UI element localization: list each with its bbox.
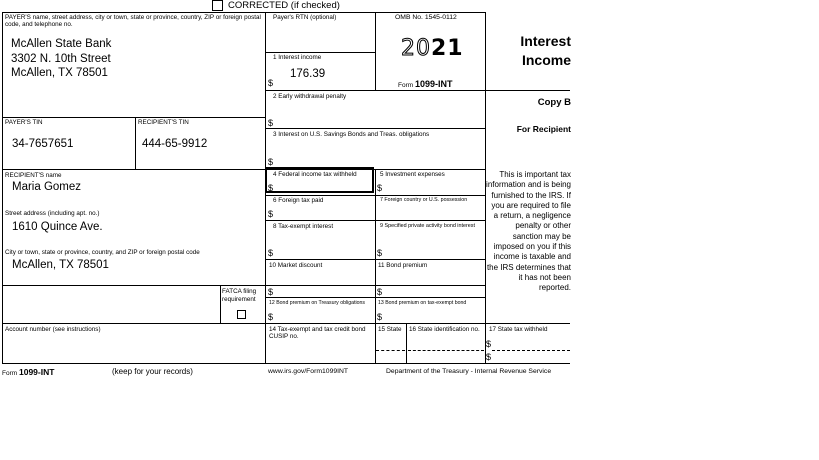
box2-label: 2 Early withdrawal penalty <box>273 93 347 100</box>
recipient-street-label: Street address (including apt. no.) <box>5 210 100 217</box>
box1-label: 1 Interest income <box>273 54 322 61</box>
box17-label: 17 State tax withheld <box>489 326 548 333</box>
line-rtn <box>265 52 375 53</box>
line-box12 <box>265 297 485 298</box>
tax-year-century: 20 <box>401 36 431 61</box>
box2-dollar: $ <box>268 118 274 128</box>
dash-17 <box>492 350 570 351</box>
title-line2: Income <box>521 52 571 68</box>
box3-dollar: $ <box>268 157 274 167</box>
line-box10 <box>265 259 485 260</box>
divider-omb <box>375 12 376 90</box>
fatca-checkbox[interactable] <box>237 310 246 319</box>
box1-dollar: $ <box>268 78 274 88</box>
footer-url: www.irs.gov/Form1099INT <box>268 368 349 375</box>
footer-keep: (keep for your records) <box>112 367 193 376</box>
omb-label: OMB No. 1545-0112 <box>395 14 457 21</box>
box10-dollar: $ <box>268 287 274 297</box>
box17-dollar-1: $ <box>486 339 492 349</box>
line-box8 <box>265 220 485 221</box>
corrected-checkbox[interactable] <box>212 0 223 11</box>
line-box3 <box>265 128 485 129</box>
notice-text: This is important tax information and is being furnished to the IRS. If you are required to file a return, a negligence penalty or other sanction may be imposed on you if this income is taxable and the IRS determines that it has not been reported. <box>486 170 571 293</box>
form-id-top <box>398 79 453 89</box>
corrected-label: CORRECTED (if checked) <box>228 0 340 11</box>
tax-year <box>401 36 464 61</box>
divider-tin <box>135 117 136 169</box>
box4-dollar: $ <box>268 183 274 193</box>
box9-label: 9 Specified private activity bond interest <box>380 223 475 229</box>
recipient-street[interactable]: 1610 Quince Ave. <box>12 221 103 233</box>
line-fatca <box>2 285 485 286</box>
box7-label: 7 Foreign country or U.S. possession <box>380 197 468 203</box>
recipient-tin-label: RECIPIENT'S TIN <box>138 119 189 126</box>
box1-value[interactable]: 176.39 <box>290 68 326 80</box>
payer-tin-label: PAYER'S TIN <box>5 119 43 126</box>
box3-label: 3 Interest on U.S. Savings Bonds and Treas. obligations <box>273 131 430 138</box>
box8-label: 8 Tax-exempt interest <box>273 223 334 230</box>
account-label: Account number (see instructions) <box>5 326 101 333</box>
left-border <box>2 12 3 363</box>
box12-dollar: $ <box>268 312 274 322</box>
recipient-name-label: RECIPIENT'S name <box>5 172 62 179</box>
divider-fatca <box>220 285 221 323</box>
recipient-tin-value[interactable]: 444-65-9912 <box>142 138 208 150</box>
recipient-city-label: City or town, state or province, country, and ZIP or foreign postal code <box>5 249 200 256</box>
bottom-border <box>2 363 570 364</box>
box14-label: 14 Tax-exempt and tax credit bond CUSIP no. <box>269 326 366 341</box>
title-line1: Interest <box>520 33 571 49</box>
box11-label: 11 Bond premium <box>378 262 428 269</box>
payer-tin-value[interactable]: 34-7657651 <box>12 138 74 150</box>
box6-dollar: $ <box>268 209 274 219</box>
payer-city[interactable]: McAllen, TX 78501 <box>11 67 108 79</box>
box15-label: 15 State <box>378 326 402 333</box>
box8-dollar: $ <box>268 248 274 258</box>
box13-label: 13 Bond premium on tax-exempt bond <box>378 300 467 306</box>
box16-label: 16 State identification no. <box>409 326 480 333</box>
top-border <box>2 12 485 13</box>
recipient-name[interactable]: Maria Gomez <box>12 181 82 193</box>
copy-label: Copy B <box>537 97 571 108</box>
fatca-label-1: FATCA filing <box>222 288 257 295</box>
divider-box16 <box>406 323 407 363</box>
box4-label: 4 Federal income tax withheld <box>273 171 357 178</box>
box5-label: 5 Investment expenses <box>380 171 445 178</box>
box12-label: 12 Bond premium on Treasury obligations <box>269 300 366 306</box>
for-recipient-label: For Recipient <box>516 124 571 134</box>
footer-dept: Department of the Treasury - Internal Revenue Service <box>386 368 552 375</box>
recipient-city[interactable]: McAllen, TX 78501 <box>12 259 109 271</box>
footer-form-prefix: Form <box>2 370 18 377</box>
line-tin <box>2 117 265 118</box>
box17-dollar-2: $ <box>486 352 492 362</box>
fatca-label-2: requirement <box>222 296 256 303</box>
line-box6 <box>265 195 485 196</box>
footer-form-id <box>2 367 54 377</box>
box11-dollar: $ <box>377 287 383 297</box>
footer-form-name: 1099-INT <box>18 367 55 377</box>
box6-label: 6 Foreign tax paid <box>273 197 324 204</box>
payer-label: PAYER'S name, street address, city or town, state or province, country, ZIP or foreign postal code, and telephone no. <box>5 14 261 29</box>
tax-year-decade: 21 <box>431 36 464 61</box>
payer-rtn-label: Payer's RTN (optional) <box>273 14 337 21</box>
payer-address[interactable]: 3302 N. 10th Street <box>11 53 111 65</box>
box5-dollar: $ <box>377 183 383 193</box>
box10-label: 10 Market discount <box>269 262 323 269</box>
dash-16 <box>408 350 484 351</box>
box13-dollar: $ <box>377 312 383 322</box>
form-name-top: 1099-INT <box>414 79 453 89</box>
payer-name[interactable]: McAllen State Bank <box>11 38 112 50</box>
divider-mid <box>375 169 376 363</box>
form-prefix-top: Form <box>398 82 414 89</box>
line-box2 <box>265 90 570 91</box>
box9-dollar: $ <box>377 248 383 258</box>
dash-15 <box>376 350 405 351</box>
line-box4 <box>2 169 485 170</box>
